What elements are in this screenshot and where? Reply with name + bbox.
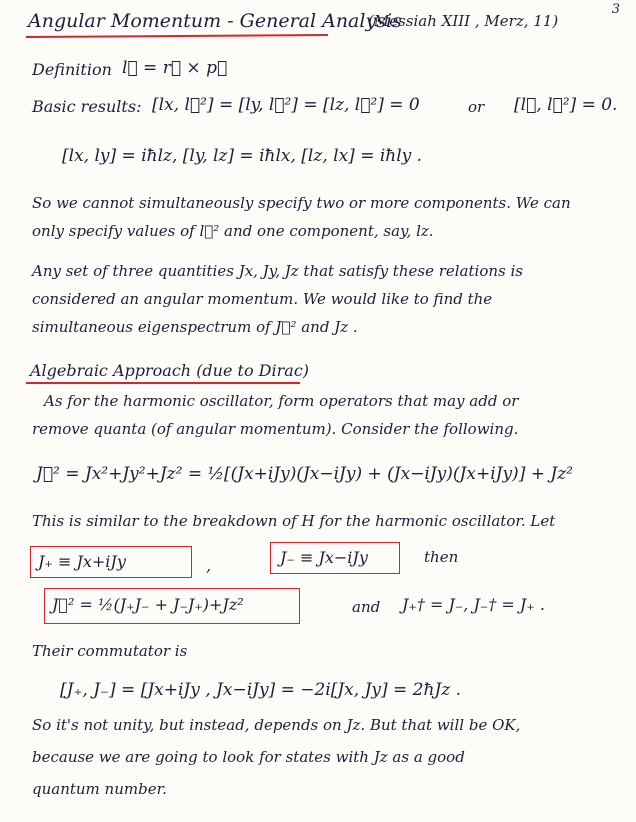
basic-results-alt: [l⃗, l⃗²] = 0. [514, 95, 618, 115]
J-squared-ladder: J⃗² = ½(J₊J₋ + J₋J₊)+Jz² [52, 595, 244, 614]
basic-results-label: Basic results: [32, 97, 142, 116]
paragraph3-line2: remove quanta (of angular momentum). Consider the following. [32, 420, 519, 438]
paragraph5-line2: because we are going to look for states with Jz as a good [32, 748, 465, 766]
basic-results-or: or [468, 98, 485, 116]
page-title: Angular Momentum - General Analysis [28, 10, 402, 32]
definition-formula: l⃗ = r⃗ × p⃗ [122, 58, 228, 78]
paragraph1-line1: So we cannot simultaneously specify two or more components. We can [32, 194, 571, 212]
paragraph2-line1: Any set of three quantities Jx, Jy, Jz that satisfy these relations is [32, 262, 523, 280]
title-reference: (Messiah XIII , Merz, 11) [368, 12, 559, 30]
basic-results-formula: [lx, l⃗²] = [ly, l⃗²] = [lz, l⃗²] = 0 [152, 95, 420, 115]
section-underline [26, 382, 300, 384]
paragraph2-line2: considered an angular momentum. We would like to find the [32, 290, 493, 308]
commutator-relations: [lx, ly] = iħlz, [ly, lz] = iħlx, [lz, lx] = iħly . [62, 146, 423, 166]
comma-separator: , [206, 556, 212, 575]
paragraph5-line1: So it's not unity, but instead, depends on Jz. But that will be OK, [32, 716, 521, 734]
paragraph5-line3: quantum number. [32, 780, 167, 798]
then-word: then [424, 548, 459, 566]
and-word: and [352, 598, 381, 616]
definition-label: Definition [32, 60, 112, 79]
commutator-equation: [J₊, J₋] = [Jx+iJy , Jx−iJy] = −2i[Jx, Jy] = 2ħJz . [60, 680, 462, 700]
page-number: 3 [611, 2, 620, 17]
J-minus-definition: J₋ ≡ Jx−iJy [280, 548, 368, 567]
paragraph3-line1: As for the harmonic oscillator, form operators that may add or [44, 392, 519, 410]
equation-J-squared: J⃗² = Jx²+Jy²+Jz² = ½[(Jx+iJy)(Jx−iJy) + (Jx−iJy)(Jx+iJy)] + Jz² [36, 464, 573, 484]
adjoint-relations: J₊† = J₋, J₋† = J₊ . [402, 595, 545, 614]
paragraph4: This is similar to the breakdown of H for the harmonic oscillator. Let [32, 512, 556, 530]
J-plus-definition: J₊ ≡ Jx+iJy [38, 552, 126, 571]
commutator-intro: Their commutator is [32, 642, 188, 660]
section-title: Algebraic Approach (due to Dirac) [30, 361, 310, 380]
paragraph2-line3: simultaneous eigenspectrum of J⃗² and Jz . [32, 318, 358, 336]
title-underline [26, 34, 328, 38]
paragraph1-line2: only specify values of l⃗² and one component, say, lz. [32, 222, 434, 240]
